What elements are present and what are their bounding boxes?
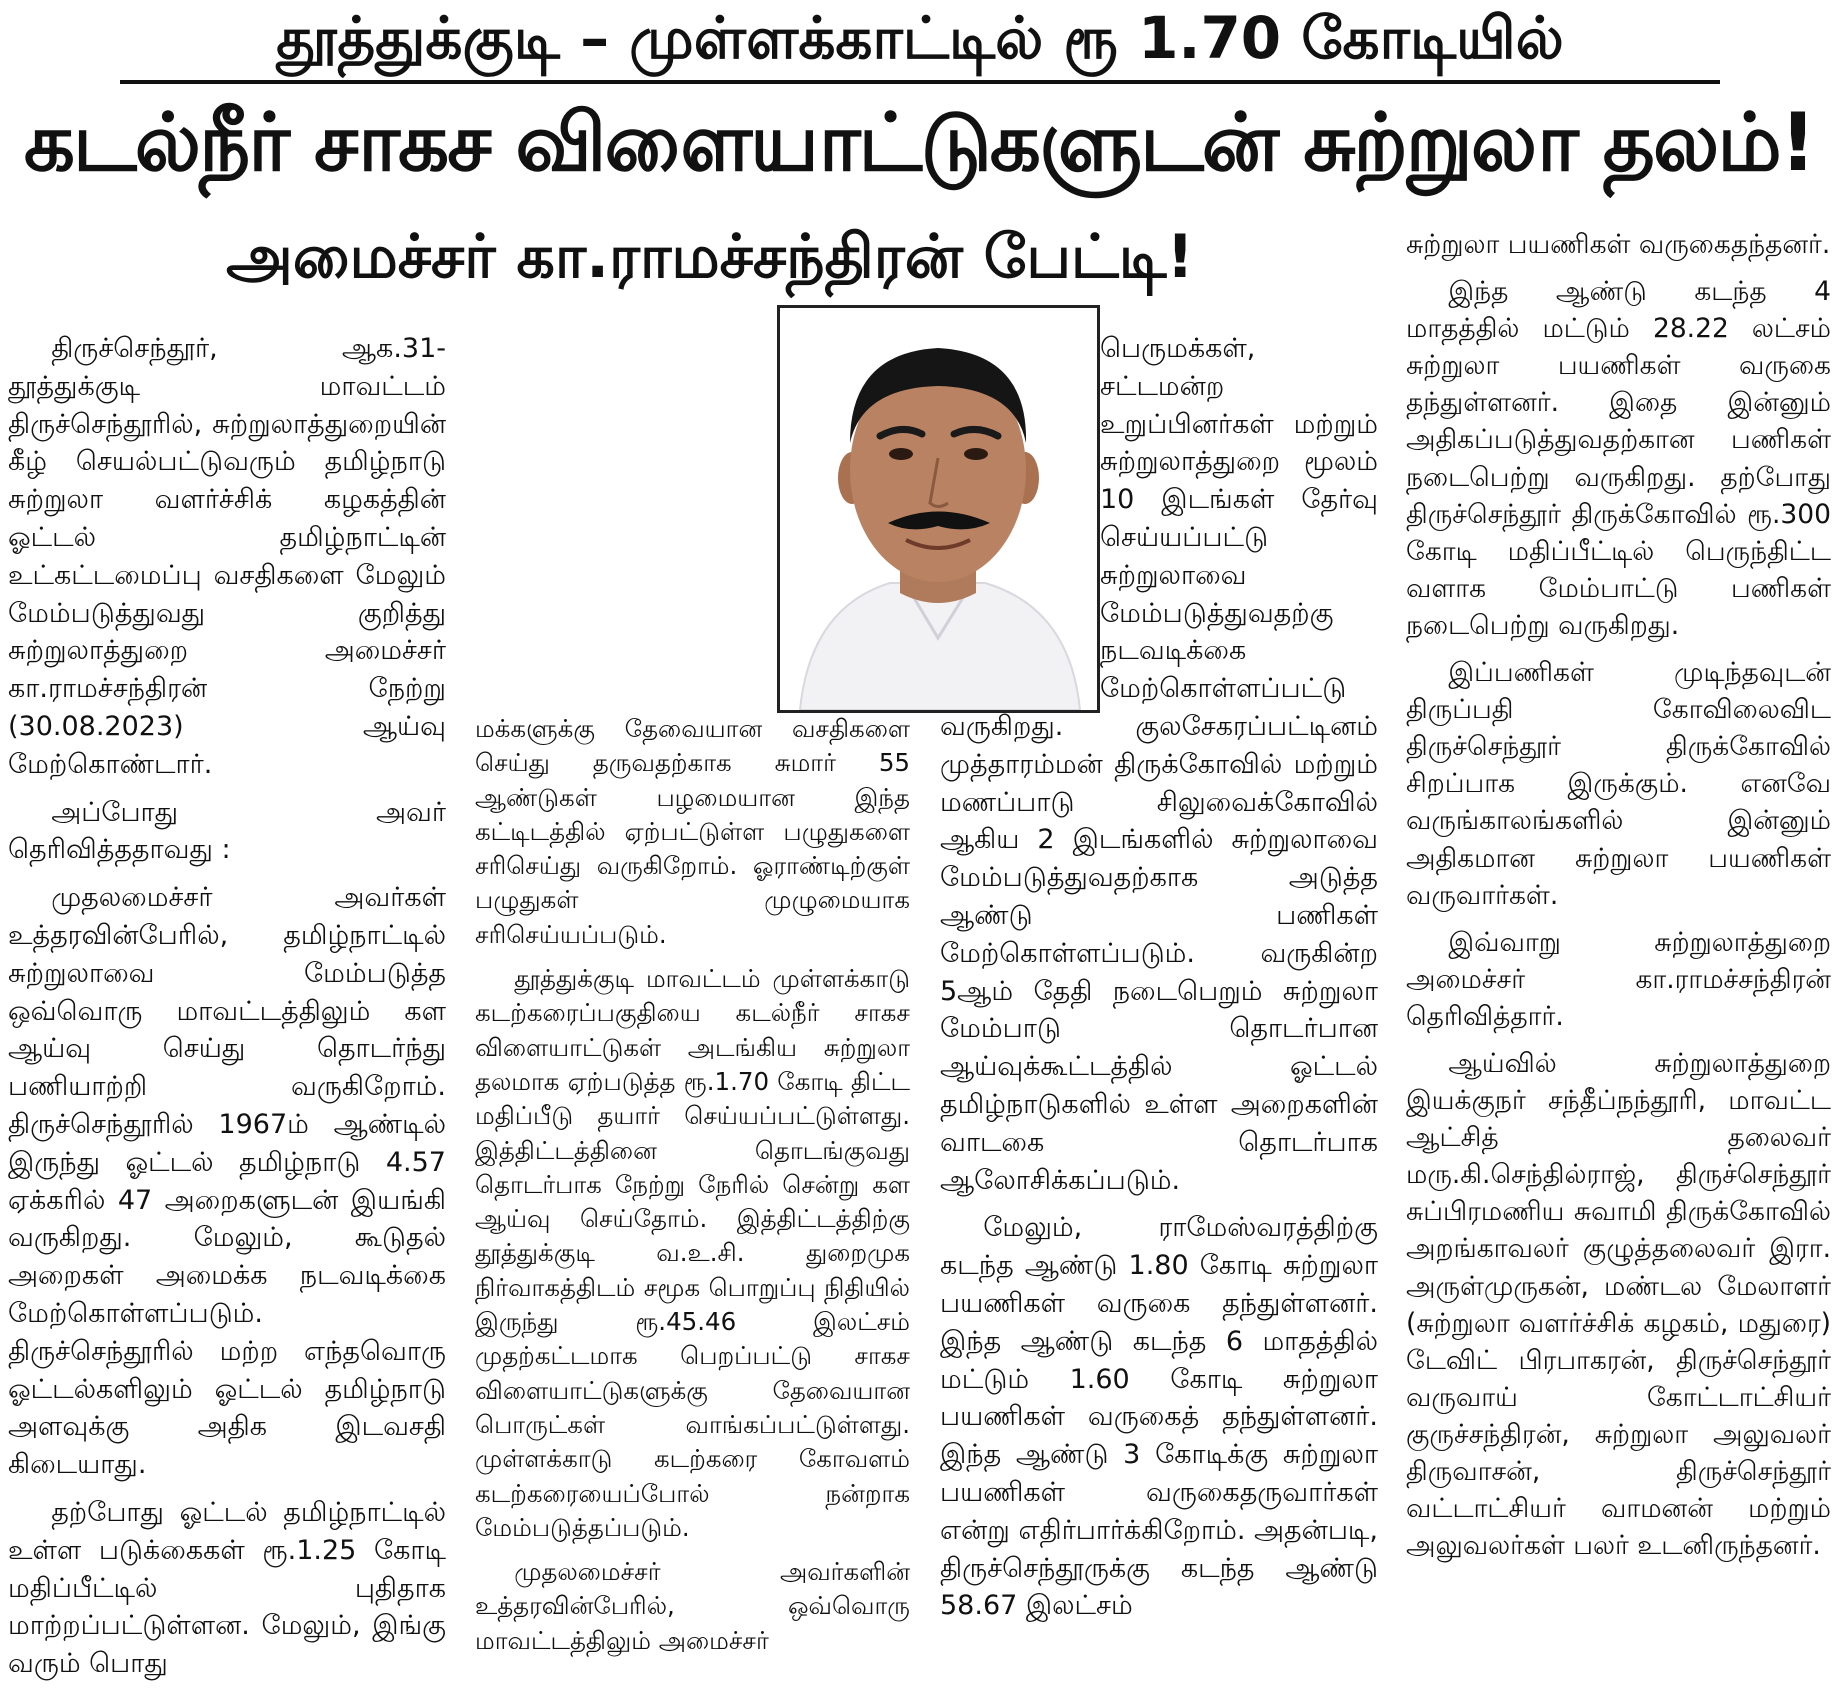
- paragraph: மக்களுக்கு தேவையான வசதிகளை செய்து தருவதற்காக சுமார் 55 ஆண்டுகள் பழமையான இந்த கட்டிடத்தில் ஏற்பட்டுள்ள பழுதுகளை சரிசெய்து வருகிறோம். ஓராண்டிற்குள் பழுதுகள் முழுமையாக சரிசெய்யப்படும்.: [475, 714, 910, 949]
- article-column-1: [8, 330, 446, 1685]
- paragraph: சுற்றுலா பயணிகள் வருகைதந்தனர்.: [1406, 229, 1831, 260]
- paragraph: அப்போது அவர் தெரிவித்ததாவது :: [8, 796, 446, 866]
- paragraph: இந்த ஆண்டு கடந்த 4 மாதத்தில் மட்டும் 28.22 லட்சம் சுற்றுலா பயணிகள் வருகை தந்துள்ளனர். இதை இன்னும் அதிகப்படுத்துவதற்கான பணிகள் நடைபெற்று வருகிறது. தற்போது திருச்செந்தூர் திருக்கோவில் ரூ.300 கோடி மதிப்பீட்டில் பெருந்திட்ட வளாக மேம்பாட்டு பணிகள் நடைபெற்று வருகிறது.: [1406, 276, 1831, 641]
- article-column-4: [1406, 226, 1831, 1686]
- photo-wrap-space: [940, 330, 1100, 680]
- paragraph: திருச்செந்தூர், ஆக.31- தூத்துக்குடி மாவட்டம் திருச்செந்தூரில், சுற்றுலாத்துறையின் கீழ் செயல்பட்டுவரும் தமிழ்நாடு சுற்றுலா வளர்ச்சிக் கழகத்தின் ஓட்டல் தமிழ்நாட்டின் உட்கட்டமைப்பு வசதிகளை மேலும் மேம்படுத்துவது குறித்து சுற்றுலாத்துறை அமைச்சர் கா.ராமச்சந்திரன் நேற்று (30.08.2023) ஆய்வு மேற்கொண்டார்.: [8, 333, 446, 780]
- paragraph: முதலமைச்சர் அவர்கள் உத்தரவின்பேரில், தமிழ்நாட்டில் சுற்றுலாவை மேம்படுத்த ஒவ்வொரு மாவட்டத்திலும் கள ஆய்வு செய்து தொடர்ந்து பணியாற்றி வருகிறோம். திருச்செந்தூரில் 1967ம் ஆண்டில் இருந்து ஓட்டல் தமிழ்நாடு 4.57 ஏக்கரில் 47 அறைகளுடன் இயங்கி வருகிறது. மேலும், கூடுதல் அறைகள் அமைக்க நடவடிக்கை மேற்கொள்ளப்படும். திருச்செந்தூரில் மற்ற எந்தவொரு ஓட்டல்களிலும் ஓட்டல் தமிழ்நாடு அளவுக்கு அதிக இடவசதி கிடையாது.: [8, 882, 446, 1481]
- paragraph: இவ்வாறு சுற்றுலாத்துறை அமைச்சர் கா.ராமச்சந்திரன் தெரிவித்தார்.: [1406, 926, 1831, 1032]
- paragraph: ஆய்வில் சுற்றுலாத்துறை இயக்குநர் சந்தீப்நந்தூரி, மாவட்ட ஆட்சித் தலைவர் மரு.கி.செந்தில்ராஜ், திருச்செந்தூர் சுப்பிரமணிய சுவாமி திருக்கோவில் அறங்காவலர் குழுத்தலைவர் இரா. அருள்முருகன், மண்டல மேலாளர் (சுற்றுலா வளர்ச்சிக் கழகம், மதுரை) டேவிட் பிரபாகரன், திருச்செந்தூர் வருவாய் கோட்டாட்சியர் குருச்சந்திரன், சுற்றுலா அலுவலர் திருவாசன், திருச்செந்தூர் வட்டாட்சியர் வாமனன் மற்றும் அலுவலர்கள் பலர் உடனிருந்தனர்.: [1406, 1047, 1831, 1562]
- paragraph: இப்பணிகள் முடிந்தவுடன் திருப்பதி கோவிலைவிட திருச்செந்தூர் திருக்கோவில் சிறப்பாக இருக்கும். எனவே வருங்காலங்களில் இன்னும் அதிகமான சுற்றுலா பயணிகள் வருவார்கள்.: [1406, 657, 1831, 911]
- photo-wrap-space: [594, 330, 910, 712]
- paragraph: தூத்துக்குடி மாவட்டம் முள்ளக்காடு கடற்கரைப்பகுதியை கடல்நீர் சாகச விளையாட்டுகள் அடங்கிய சுற்றுலா தலமாக ஏற்படுத்த ரூ.1.70 கோடி திட்ட மதிப்பீடு தயார் செய்யப்பட்டுள்ளது. இத்திட்டத்தினை தொடங்குவது தொடர்பாக நேற்று நேரில் சென்று கள ஆய்வு செய்தோம். இத்திட்டத்திற்கு தூத்துக்குடி வ.உ.சி. துறைமுக நிர்வாகத்திடம் சமூக பொறுப்பு நிதியில் இருந்து ரூ.45.46 இலட்சம் முதற்கட்டமாக பெறப்பட்டு சாகச விளையாட்டுகளுக்கு தேவையான பொருட்கள் வாங்கப்பட்டுள்ளது. முள்ளக்காடு கடற்கரை கோவளம் கடற்கரையைப்போல் நன்றாக மேம்படுத்தப்படும்.: [475, 964, 910, 1542]
- article-column-2: [475, 330, 910, 1685]
- article-column-3: [940, 330, 1378, 1685]
- kicker-headline: தூத்துக்குடி – முள்ளக்காட்டில் ரூ 1.70 கோடியில்: [276, 4, 1564, 72]
- paragraph: தற்போது ஓட்டல் தமிழ்நாட்டில் உள்ள படுக்கைகள் ரூ.1.25 கோடி மதிப்பீட்டில் புதிதாக மாற்றப்பட்டுள்ளன. மேலும், இங்கு வரும் பொது: [8, 1496, 446, 1680]
- paragraph: பெருமக்கள், சட்டமன்ற உறுப்பினர்கள் மற்றும் சுற்றுலாத்துறை மூலம் 10 இடங்கள் தேர்வு செய்யப்பட்டு சுற்றுலாவை மேம்படுத்துவதற்கு நடவடிக்கை மேற்கொள்ளப்பட்டு வருகிறது. குலசேகரப்பட்டினம் முத்தாரம்மன் திருக்கோவில் மற்றும் மணப்பாடு சிலுவைக்கோவில் ஆகிய 2 இடங்களில் சுற்றுலாவை மேம்படுத்துவதற்காக அடுத்த ஆண்டு பணிகள் மேற்கொள்ளப்படும். வருகின்ற 5ஆம் தேதி நடைபெறும் சுற்றுலா மேம்பாடு தொடர்பான ஆய்வுக்கூட்டத்தில் ஓட்டல் தமிழ்நாடுகளில் உள்ள அறைகளின் வாடகை தொடர்பாக ஆலோசிக்கப்படும்.: [940, 333, 1378, 1196]
- paragraph: மேலும், ராமேஸ்வரத்திற்கு கடந்த ஆண்டு 1.80 கோடி சுற்றுலா பயணிகள் வருகை தந்துள்ளனர். இந்த ஆண்டு கடந்த 6 மாதத்தில் மட்டும் 1.60 கோடி சுற்றுலா பயணிகள் வருகைத் தந்துள்ளனர். இந்த ஆண்டு 3 கோடிக்கு சுற்றுலா பயணிகள் வருகைதருவார்கள் என்று எதிர்பார்க்கிறோம். அதன்படி, திருச்செந்தூருக்கு கடந்த ஆண்டு 58.67 இலட்சம்: [940, 1212, 1378, 1622]
- paragraph: முதலமைச்சர் அவர்களின் உத்தரவின்பேரில், ஒவ்வொரு மாவட்டத்திலும் அமைச்சர்: [475, 1557, 910, 1655]
- sub-headline: அமைச்சர் கா.ராமச்சந்திரன் பேட்டி!: [226, 222, 1194, 292]
- kicker-underline: [120, 80, 1720, 84]
- main-headline: கடல்நீர் சாகச விளையாட்டுகளுடன் சுற்றுலா தலம்!: [23, 96, 1815, 189]
